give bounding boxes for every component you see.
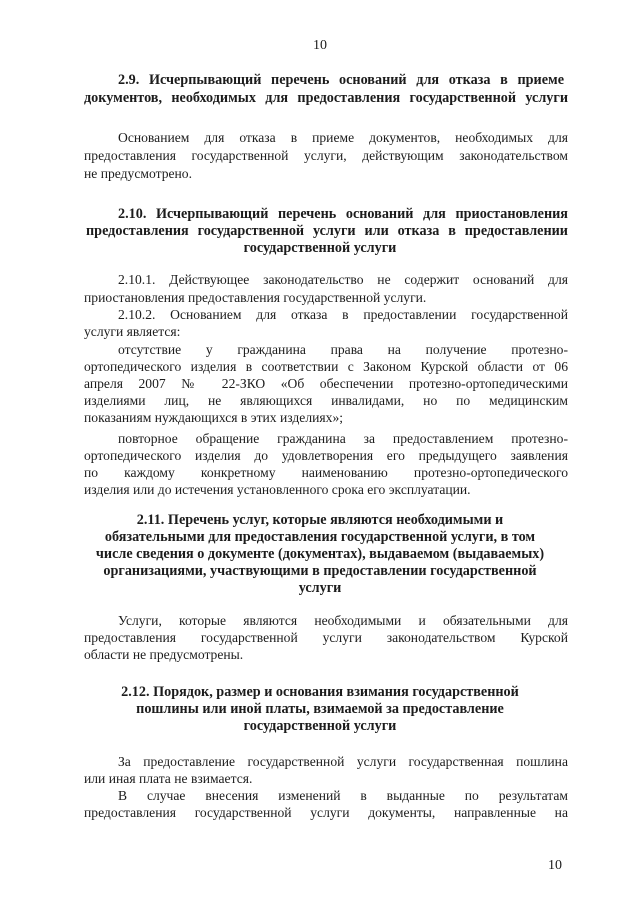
body-line: Основанием для отказа в приеме документов, необходимых для [118,130,568,145]
section-heading-line: государственной услуги [243,718,397,734]
body-line: не предусмотрено. [84,166,193,181]
body-line: услуги является: [84,324,181,339]
body-line: 2.10.2. Основанием для отказа в предоставлении государственной [118,307,568,322]
body-line: апреля 2007 № 22-ЗКО «Об обеспечении протезно-ортопедическими [84,376,568,391]
section-heading-line: пошлины или иной платы, взимаемой за предоставление [136,701,504,717]
body-line: отсутствие у гражданина права на получение протезно- [118,342,568,357]
section-heading-line: государственной услуги [243,240,397,256]
section-heading-line: услуги [298,580,342,596]
heading-line: 2.9. Исчерпывающий перечень оснований для отказа в приеме [118,72,564,88]
page-number-bottom: 10 [548,858,562,873]
body-line: области не предусмотрены. [84,647,244,662]
body-line: предоставления государственной услуги документы, направленные на [84,805,568,820]
section-heading-2-9 [118,72,564,89]
body-line: предоставления государственной услуги, действующим законодательством [84,148,568,163]
body-line: За предоставление государственной услуги государственная пошлина [118,754,568,769]
body-line: изделия или до истечения установленного срока его эксплуатации. [84,482,471,497]
body-line: повторное обращение гражданина за предоставлением протезно- [118,431,568,446]
body-line: показаниям нуждающихся в этих изделиях»; [84,410,344,425]
section-heading-line: числе сведения о документе (документах), выдаваемом (выдаваемых) [95,546,545,562]
section-heading-2-12: 2.12. Порядок, размер и основания взимания государственной [121,684,519,700]
body-line: приостановления предоставления государственной услуги. [84,290,427,305]
body-line: ортопедического изделия в соответствии с Законом Курской области от 06 [84,359,568,374]
body-line: предоставления государственной услуги законодательством Курской [84,630,568,645]
section-heading-2-10: 2.10. Исчерпывающий перечень оснований для приостановления [118,206,568,222]
section-heading-line: организациями, участвующими в предоставлении государственной [103,563,537,579]
section-heading-2-11: 2.11. Перечень услуг, которые являются необходимыми и [136,512,504,528]
body-line: В случае внесения изменений в выданные по результатам [118,788,568,803]
body-line: по каждому конкретному наименованию протезно-ортопедического [84,465,568,480]
heading-line: документов, необходимых для предоставления государственной услуги [84,90,568,106]
page-number-top: 10 [313,38,327,53]
body-line: или иная плата не взимается. [84,771,253,786]
section-heading-line: предоставления государственной услуги или отказа в предоставлении [86,223,568,239]
section-heading-line: обязательными для предоставления государственной услуги, в том [104,529,536,545]
body-line: изделиями лиц, не являющихся инвалидами, но по медицинским [84,393,568,408]
body-line: 2.10.1. Действующее законодательство не содержит оснований для [118,272,568,287]
body-line: ортопедического изделия до удовлетворения его предыдущего заявления [84,448,568,463]
body-line: Услуги, которые являются необходимыми и обязательными для [118,613,568,628]
section-heading-2-9-cont [84,90,568,107]
